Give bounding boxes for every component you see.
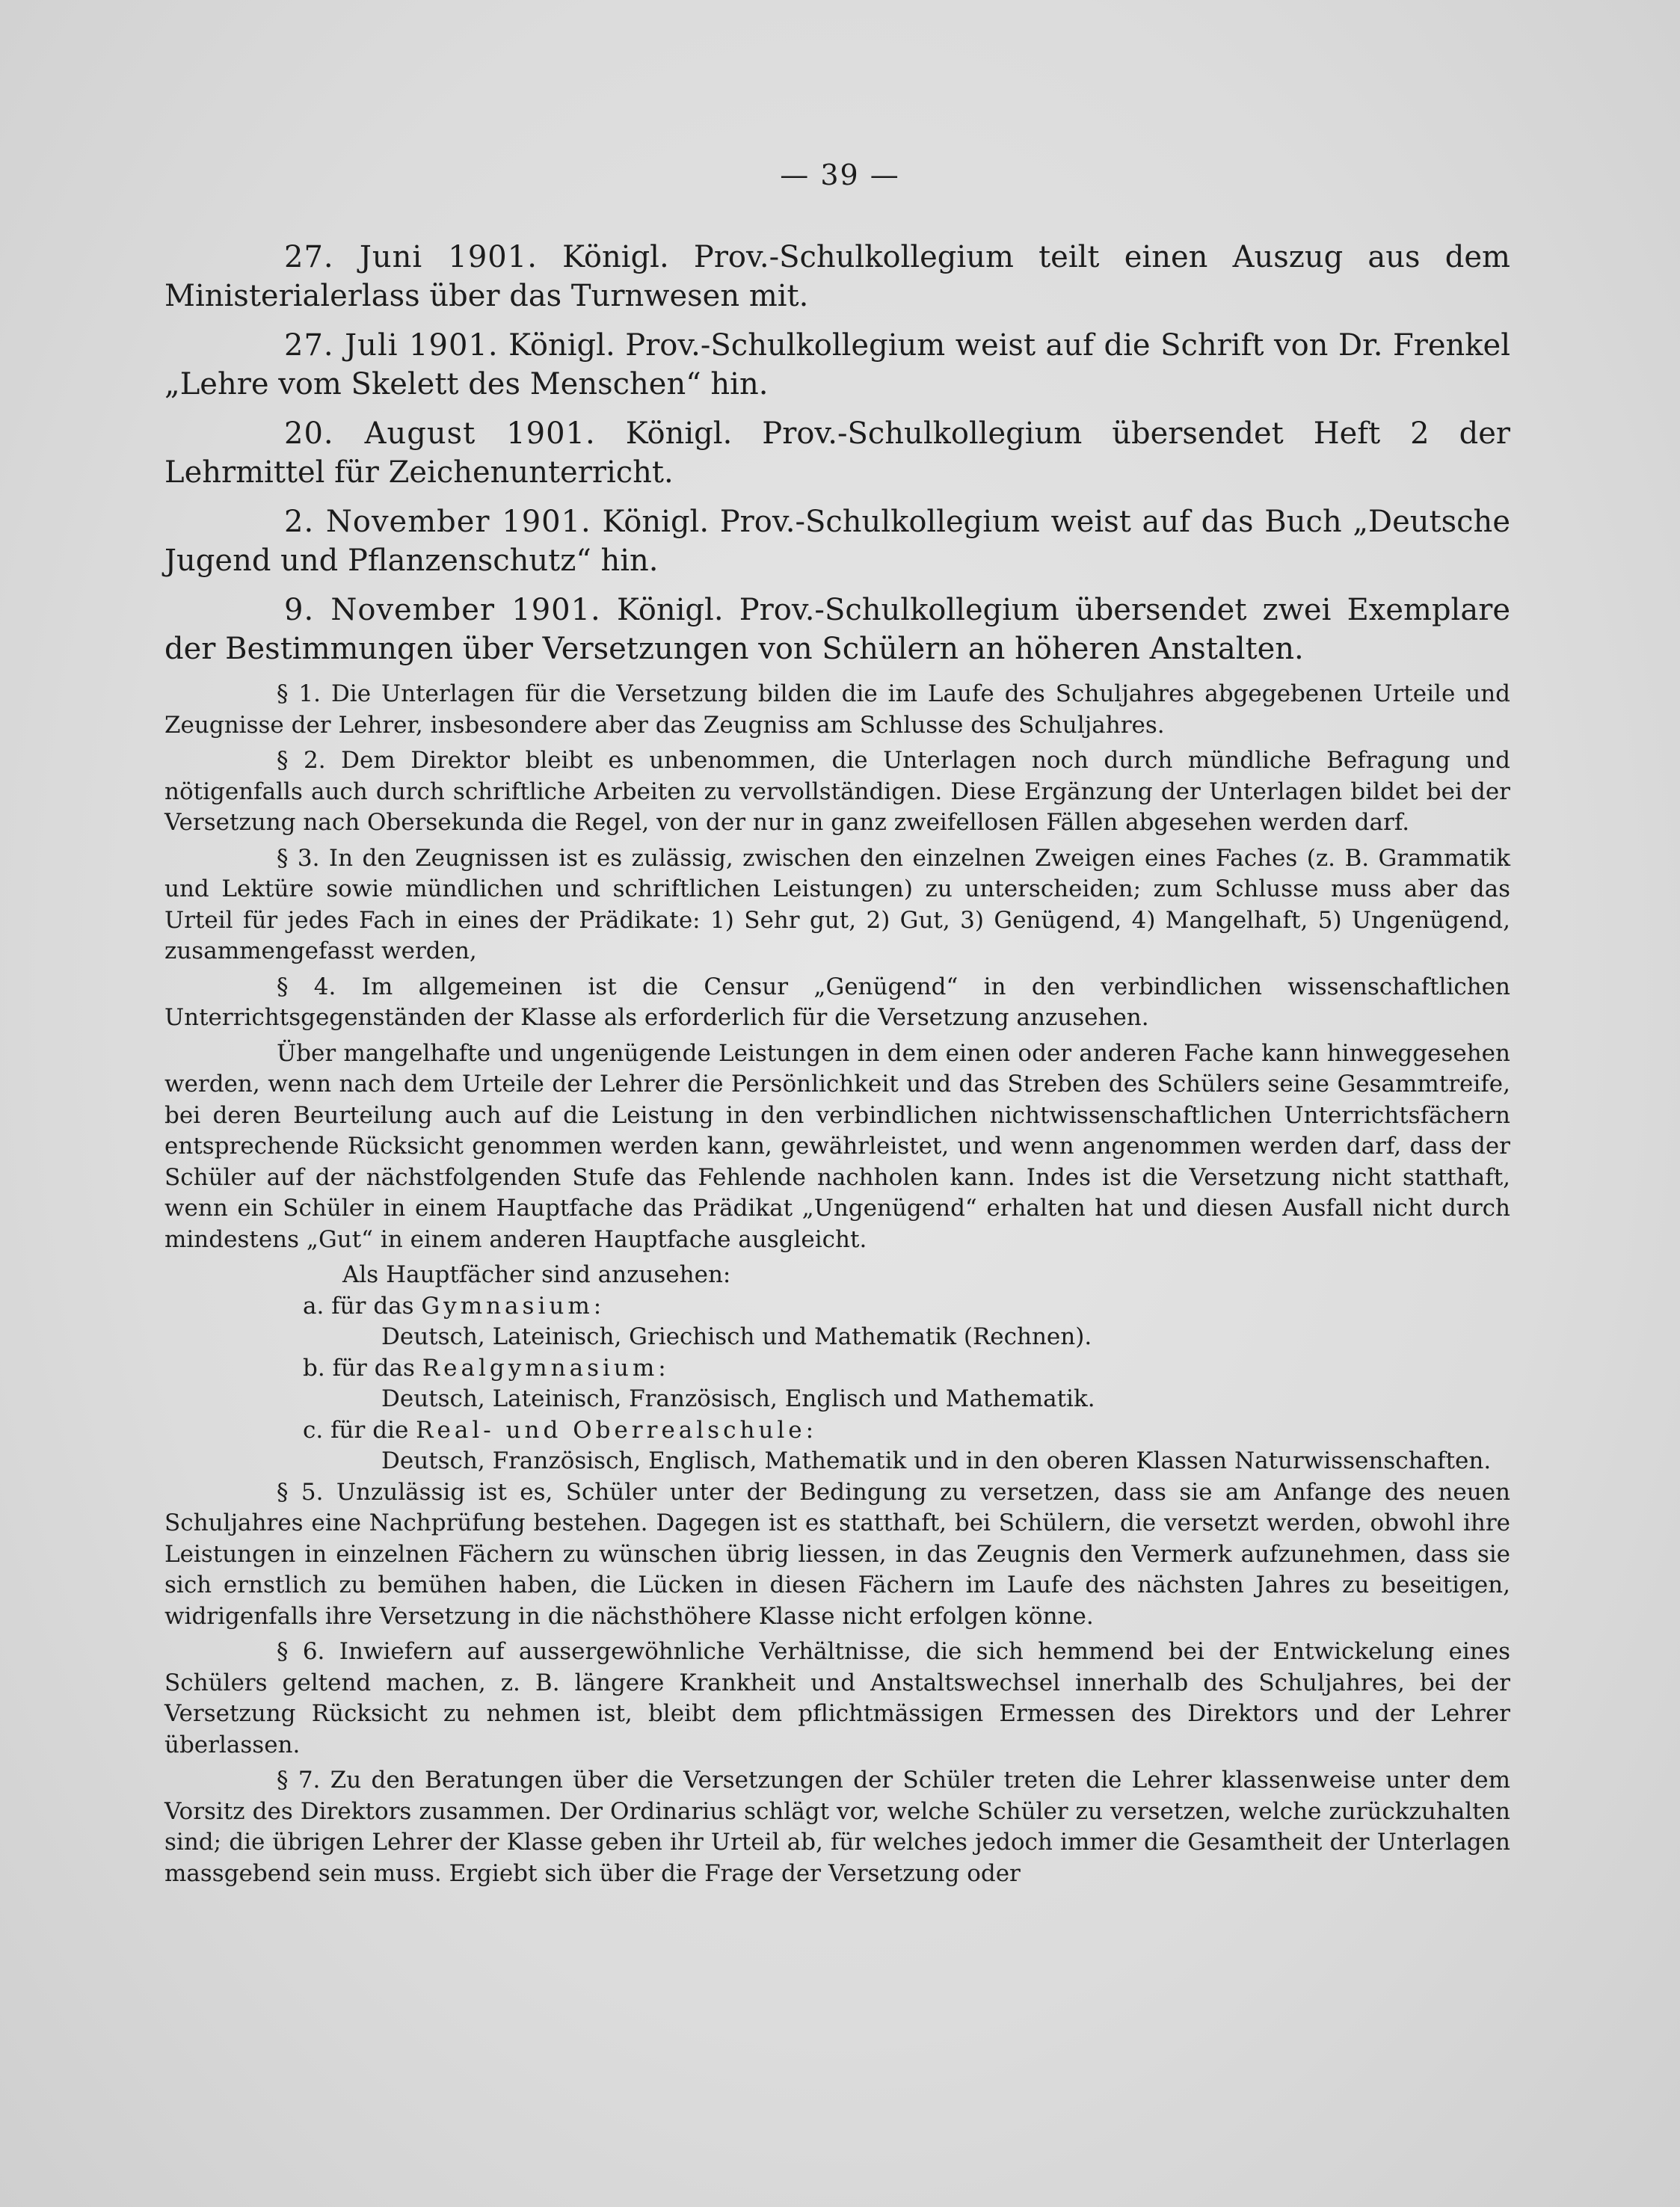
entry-date: 2. November 1901. (284, 505, 591, 539)
entry-5 (164, 591, 1510, 668)
list-prefix: für das (331, 1292, 414, 1320)
section-5: § 5. Unzulässig ist es, Schüler unter der Bedingung zu versetzen, dass sie am Anfange des neuen Schuljahres eine Nachprüfung bestehen. Dagegen ist es statthaft, bei Schülern, die versetzt werden, obwohl ihre Leistungen in einzelnen Fächern zu wünschen übrig liessen, in das Zeugnis den Vermerk aufzunehmen, dass sie sich ernstlich zu bemühen haben, die Lücken in diesen Fächern im Laufe des nächsten Jahres zu beseitigen, widrigenfalls ihre Versetzung in die nächsthöhere Klasse nicht erfolgen könne. (164, 1478, 1510, 1630)
list-item-a (164, 1291, 1510, 1323)
list-subjects: Deutsch, Lateinisch, Französisch, Englisch und Mathematik. (381, 1385, 1095, 1412)
section-6: § 6. Inwiefern auf aussergewöhnliche Verhältnisse, die sich hemmend bei der Entwickelung eines Schülers geltend machen, z. B. längere Krankheit und Anstaltswechsel innerhalb des Schuljahres, bei der Versetzung Rücksicht zu nehmen ist, bleibt dem pflichtmässigen Ermessen des Direktors und der Lehrer überlassen. (164, 1638, 1510, 1758)
list-letter: b. (303, 1354, 325, 1382)
entry-text: Königl. Prov.-Schulkollegium übersendet zwei Exemplare der Bestimmungen über Versetzungen von Schülern an höheren Anstalten. (164, 593, 1510, 666)
list-letter: a. (303, 1292, 324, 1320)
school-type: Gymnasium: (421, 1292, 606, 1320)
entry-date: 20. August 1901. (284, 416, 596, 451)
page-number: — 39 — (780, 158, 900, 191)
entry-text: Königl. Prov.-Schulkollegium weist auf die Schrift von Dr. Frenkel „Lehre vom Skelett des Menschen“ hin. (164, 328, 1510, 401)
entry-date: 9. November 1901. (284, 593, 601, 627)
school-type: Real- und Oberrealschule: (416, 1416, 818, 1444)
section-7: § 7. Zu den Beratungen über die Versetzungen der Schüler treten die Lehrer klassenweise unter dem Vorsitz des Direktors zusammen. Der Ordinarius schlägt vor, welche Schüler zu versetzen, welche zurückzuhalten sind; die übrigen Lehrer der Klasse geben ihr Urteil ab, für welches jedoch immer die Gesamtheit der Unterlagen massgebend sein muss. Ergiebt sich über die Frage der Versetzung oder (164, 1767, 1510, 1887)
entry-4 (164, 502, 1510, 580)
entry-text: Königl. Prov.-Schulkollegium teilt einen Auszug aus dem Ministerialerlass über das Turnwesen mit. (164, 240, 1510, 313)
list-subjects: Deutsch, Lateinisch, Griechisch und Mathematik (Rechnen). (381, 1323, 1092, 1350)
list-subjects: Deutsch, Französisch, Englisch, Mathematik und in den oberen Klassen Naturwissenschaften. (381, 1447, 1492, 1474)
entry-3 (164, 414, 1510, 492)
list-prefix: für die (330, 1416, 409, 1444)
entry-date: 27. Juni 1901. (284, 240, 538, 274)
entry-1 (164, 238, 1510, 315)
entry-date: 27. Juli 1901. (284, 328, 499, 363)
section-3: § 3. In den Zeugnissen ist es zulässig, zwischen den einzelnen Zweigen eines Faches (z. B. Grammatik und Lektüre sowie mündlichen und schriftlichen Leistungen) zu unterscheiden; zum Schlusse muss aber das Urteil für jedes Fach in eines der Prädikate: 1) Sehr gut, 2) Gut, 3) Genügend, 4) Mangelhaft, 5) Ungenügend, zusammengefasst werden, (164, 844, 1510, 964)
hauptfaecher-intro: Als Hauptfächer sind anzusehen: (342, 1261, 731, 1288)
entry-text: Königl. Prov.-Schulkollegium weist auf das Buch „Deutsche Jugend und Pflanzenschutz“ hin. (164, 505, 1510, 578)
list-letter: c. (303, 1416, 324, 1444)
section-4-paragraph: Über mangelhafte und ungenügende Leistungen in dem einen oder anderen Fache kann hinweggesehen werden, wenn nach dem Urteile der Lehrer die Persönlichkeit und das Streben des Schülers seine Gesammtreife, bei deren Beurteilung auch auf die Leistung in den verbindlichen nichtwissenschaftlichen Unterrichtsfächern entsprechende Rücksicht genommen werden kann, gewährleistet, und wenn angenommen werden darf, dass der Schüler auf der nächstfolgenden Stufe das Fehlende nachholen kann. Indes ist die Versetzung nicht statthaft, wenn ein Schüler in einem Hauptfache das Prädikat „Ungenügend“ erhalten hat und diesen Ausfall nicht durch mindestens „Gut“ in einem anderen Hauptfache ausgleicht. (164, 1039, 1510, 1253)
entry-2 (164, 326, 1510, 404)
school-type: Realgymnasium: (422, 1354, 670, 1382)
list-item-b (164, 1353, 1510, 1385)
list-item-c (164, 1415, 1510, 1447)
section-1: § 1. Die Unterlagen für die Versetzung bilden die im Laufe des Schuljahres abgegebenen Urteile und Zeugnisse der Lehrer, insbesondere aber das Zeugniss am Schlusse des Schuljahres. (164, 680, 1510, 739)
entry-text: Königl. Prov.-Schulkollegium übersendet Heft 2 der Lehrmittel für Zeichenunterricht. (164, 416, 1511, 490)
section-2: § 2. Dem Direktor bleibt es unbenommen, die Unterlagen noch durch mündliche Befragung und nötigenfalls auch durch schriftliche Arbeiten zu vervollständigen. Diese Ergänzung der Unterlagen bildet bei der Versetzung nach Obersekunda die Regel, von der nur in ganz zweifellosen Fällen abgesehen werden darf. (164, 747, 1510, 836)
list-prefix: für das (332, 1354, 415, 1382)
section-4: § 4. Im allgemeinen ist die Censur „Genügend“ in den verbindlichen wissenschaftlichen Unterrichtsgegenständen der Klasse als erforderlich für die Versetzung anzusehen. (164, 973, 1510, 1031)
document-body (164, 238, 1510, 1894)
